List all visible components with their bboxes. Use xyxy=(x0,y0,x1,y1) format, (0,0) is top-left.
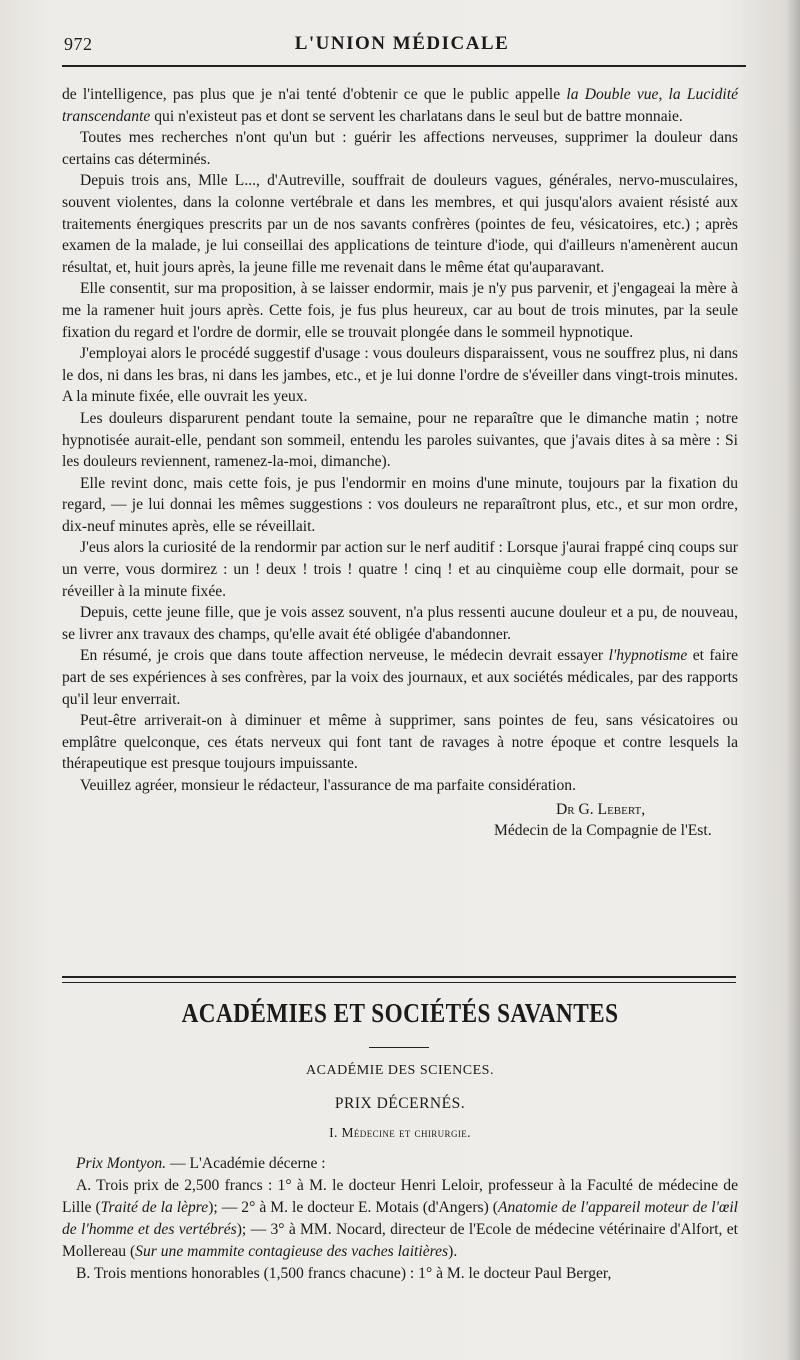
paragraph-1-emphasis: la Double vue, la Lucidité transcendante xyxy=(62,86,738,125)
letter-body xyxy=(62,84,738,842)
paragraph-3: Depuis trois ans, Mlle L..., d'Autreville, souffrait de douleurs vagues, générales, nervo-musculaires, souvent violentes, dans la colonne vertébrale et dans les membres, et qui jusqu'alors avaient résisté aux traitements énergiques prescrits par un de nos savants confrères (pointes de feu, vésicatoires, etc.) ; après examen de la malade, je lui conseillai des applications de teinture d'iode, qui d'ailleurs n'amenèrent aucun résultat, et, huit jours après, la jeune fille me revenait dans le même état qu'auparavant. xyxy=(62,172,738,276)
paragraph-6: Les douleurs disparurent pendant toute la semaine, pour ne reparaître que le dimanche matin ; notre hypnotisée aurait-elle, pendant son sommeil, entendu les paroles suivantes, que j'avais dites à sa mère : Si les douleurs reviennent, ramenez-la-moi, dimanche). xyxy=(62,409,738,471)
prize-heading: PRIX DÉCERNÉS. xyxy=(334,1095,466,1112)
paragraph-10: En résumé, je crois que dans toute affection nerveuse, le médecin devrait essayer l'hypnotisme et faire part de ses expériences à ses confrères, par la voix des journaux, et aux sociétés médicales, par des rapports qu'il leur enverrait. xyxy=(62,647,738,708)
signature-role: Médecin de la Compagnie de l'Est. xyxy=(494,822,712,840)
paragraph-4: Elle consentit, sur ma proposition, à se laisser endormir, mais je n'y pus parvenir, et j'engageai la mère à me la ramener huit jours après. Cette fois, je fus plus heureux, car au bout de trois minutes, par la seule fixation du regard et l'ordre de dormir, elle se trouvait plongée dans le sommeil hypnotique. xyxy=(62,280,738,341)
paragraph-12: Veuillez agréer, monsieur le rédacteur, l'assurance de ma parfaite considération. xyxy=(80,777,576,794)
page-number: 972 xyxy=(64,34,93,54)
paragraph-7: Elle revint donc, mais cette fois, je pus l'endormir en moins d'une minute, toujours par la fixation du regard, — je lui donnai les mêmes suggestions : vos douleurs ne reparaîtront plus, etc., et sur mon ordre, dix-neuf minutes après, elle se réveillait. xyxy=(62,474,738,535)
awards-intro: Prix Montyon. — L'Académie décerne : xyxy=(76,1155,326,1172)
paragraph-5: J'employai alors le procédé suggestif d'usage : vous douleurs disparaissent, vous ne souffrez plus, ni dans le dos, ni dans les bras, ni dans les jambes, etc., et je lui donne l'ordre de s'éveiller dans vingt-trois minutes. A la minute fixée, elle ouvrait les yeux. xyxy=(62,345,738,406)
signature-name: Dr G. Lebert, xyxy=(556,800,646,818)
paragraph-9: Depuis, cette jeune fille, que je vois assez souvent, n'a plus ressenti aucune douleur et a pu, de nouveau, se livrer anx travaux des champs, qu'elle avait été obligée d'abandonner. xyxy=(62,604,738,643)
paragraph-2: Toutes mes recherches n'ont qu'un but : guérir les affections nerveuses, supprimer la douleur dans certains cas déterminés. xyxy=(62,129,738,168)
page-edge-shadow xyxy=(786,0,800,1360)
running-title: L'UNION MÉDICALE xyxy=(294,33,510,54)
paragraph-1: de l'intelligence, pas plus que je n'ai tenté d'obtenir ce que le public appelle la Double vue, la Lucidité transcendante qui n'existeut pas et dont se servent les charlatans dans le seul but de battre monnaie. xyxy=(62,86,738,125)
award-a: A. Trois prix de 2,500 francs : 1° à M. le docteur Henri Leloir, professeur à la Faculté de médecine de Lille (Traité de la lèpre); — 2° à M. le docteur E. Motais (d'Angers) (Anatomie de l'appareil moteur de l'œil de l'homme et des vertébrés); — 3° à MM. Nocard, directeur de l'Ecole de médecine vétérinaire d'Alfort, et Mollereau (Sur une mammite contagieuse des vaches laitières). xyxy=(62,1177,738,1260)
header-rule xyxy=(62,65,746,67)
prize-name: Prix Montyon. xyxy=(76,1155,167,1172)
section-title: ACADÉMIES ET SOCIÉTÉS SAVANTES xyxy=(181,998,619,1028)
paragraph-10-emphasis: l'hypnotisme xyxy=(608,647,688,665)
section-divider xyxy=(62,976,736,983)
award-b: B. Trois mentions honorables (1,500 francs chacune) : 1° à M. le docteur Paul Berger, xyxy=(76,1265,612,1282)
subsection-heading: I. Médecine et chirurgie. xyxy=(329,1125,471,1140)
academy-heading: ACADÉMIE DES SCIENCES. xyxy=(306,1063,494,1078)
page-header xyxy=(62,30,742,60)
signature xyxy=(62,799,738,842)
awards-list xyxy=(62,1153,738,1285)
paragraph-8: J'eus alors la curiosité de la rendormir par action sur le nerf auditif : Lorsque j'aurai frappé cinq coups sur un verre, vous dormirez : un ! deux ! trois ! quatre ! cinq ! et au cinquième coup elle dormait, pour se réveiller à la minute fixée. xyxy=(62,539,738,600)
paragraph-11: Peut-être arriverait-on à diminuer et même à supprimer, sans pointes de feu, sans vésicatoires ou emplâtre quelconque, ces états nerveux qui font tant de ravages à notre époque et contre lesquels la thérapeutique est presque toujours impuissante. xyxy=(62,712,738,773)
title-underline xyxy=(369,1047,429,1048)
